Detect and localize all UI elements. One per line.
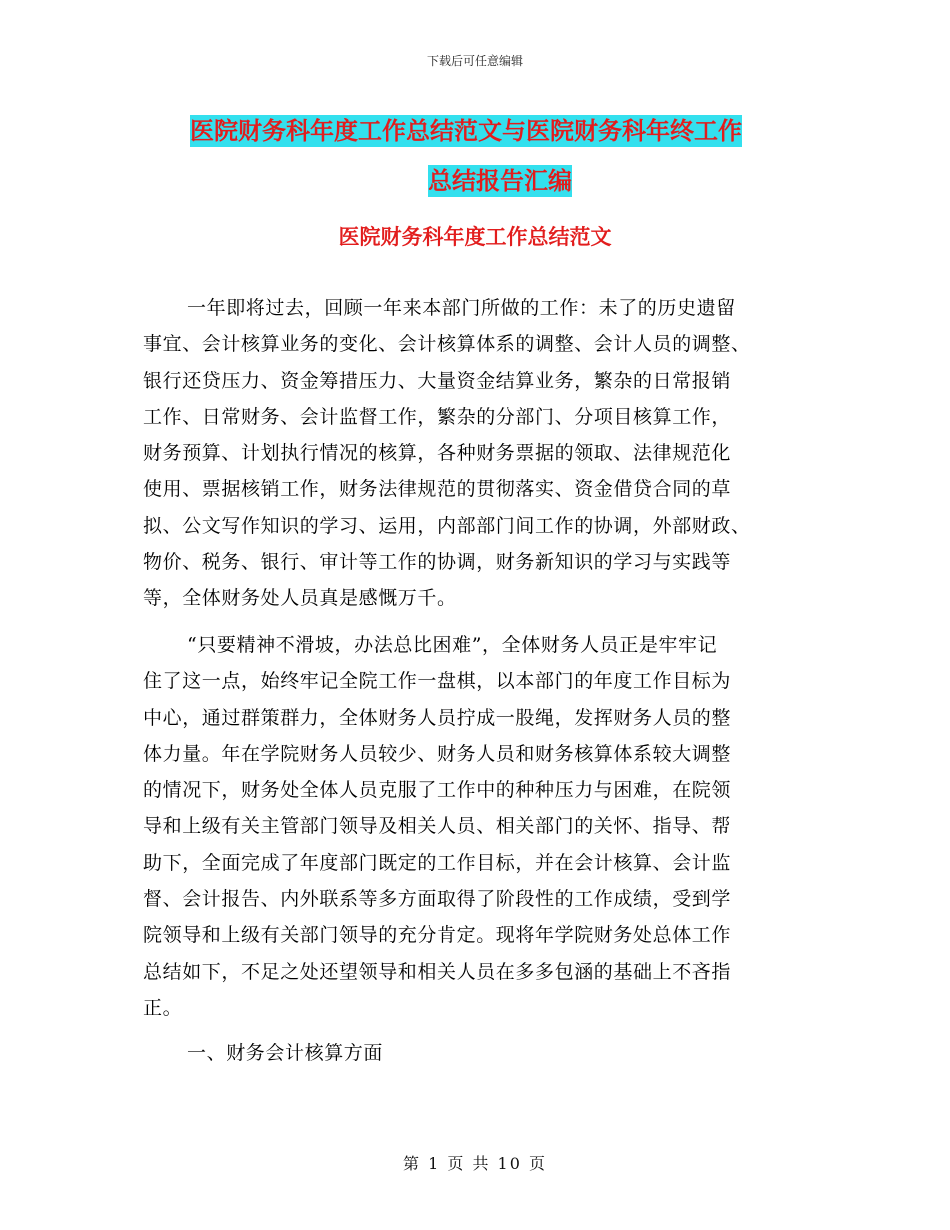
paragraph-line: 的情况下，财务处全体人员克服了工作中的种种压力与困难，在院领 bbox=[143, 779, 732, 802]
paragraph-line: 助下，全面完成了年度部门既定的工作目标，并在会计核算、会计监 bbox=[143, 851, 732, 874]
paragraph-line: 院领导和上级有关部门领导的充分肯定。现将年学院财务处总体工作 bbox=[143, 924, 732, 947]
paragraph-line: 导和上级有关主管部门领导及相关人员、相关部门的关怀、指导、帮 bbox=[143, 815, 732, 838]
paragraph-2 bbox=[143, 627, 813, 1026]
paragraph-line: 物价、税务、银行、审计等工作的协调，财务新知识的学习与实践等 bbox=[143, 551, 732, 574]
main-title-line-2 bbox=[190, 156, 810, 206]
paragraph-line: 正。 bbox=[143, 996, 183, 1019]
paragraph-line: 一年即将过去，回顾一年来本部门所做的工作：未了的历史遗留 bbox=[187, 297, 736, 319]
paragraph-line: 使用、票据核销工作，财务法律规范的贯彻落实、资金借贷合同的草 bbox=[143, 478, 732, 501]
section-title: 医院财务科年度工作总结范文 bbox=[338, 225, 612, 249]
paragraph-line: 总结如下，不足之处还望领导和相关人员在多多包涵的基础上不吝指 bbox=[143, 960, 732, 983]
paragraph-line: 拟、公文写作知识的学习、运用，内部部门间工作的协调，外部财政、 bbox=[143, 514, 751, 537]
paragraph-line: 住了这一点，始终牢记全院工作一盘棋，以本部门的年度工作目标为 bbox=[143, 670, 732, 693]
paragraph-line: 事宜、会计核算业务的变化、会计核算体系的调整、会计人员的调整、 bbox=[143, 333, 751, 356]
header-note: 下载后可任意编辑 bbox=[426, 54, 523, 68]
main-title-line-1-text: 医院财务科年度工作总结范文与医院财务科年终工作 bbox=[190, 117, 742, 145]
section-heading-item: 一、财务会计核算方面 bbox=[187, 1042, 384, 1064]
paragraph-line: 财务预算、计划执行情况的核算，各种财务票据的领取、法律规范化 bbox=[143, 442, 732, 465]
paragraph-line: 工作、日常财务、会计监督工作，繁杂的分部门、分项目核算工作， bbox=[143, 405, 732, 428]
paragraph-line: 督、会计报告、内外联系等多方面取得了阶段性的工作成绩，受到学 bbox=[143, 888, 732, 911]
paragraph-line: 体力量。年在学院财务人员较少、财务人员和财务核算体系较大调整 bbox=[143, 742, 732, 765]
page-footer: 第 1 页 共 10 页 bbox=[403, 1154, 547, 1173]
main-title bbox=[190, 106, 810, 206]
paragraph-line: 中心，通过群策群力，全体财务人员拧成一股绳，发挥财务人员的整 bbox=[143, 706, 732, 729]
paragraph-line: “只要精神不滑坡，办法总比困难”，全体财务人员正是牢牢记 bbox=[187, 634, 718, 656]
paragraph-line: 等，全体财务处人员真是感慨万千。 bbox=[143, 587, 457, 610]
paragraph-1 bbox=[143, 290, 813, 617]
paragraph-line: 银行还贷压力、资金筹措压力、大量资金结算业务，繁杂的日常报销 bbox=[143, 369, 732, 392]
main-title-line-2-text: 总结报告汇编 bbox=[428, 167, 572, 195]
main-title-line-1 bbox=[190, 106, 810, 156]
